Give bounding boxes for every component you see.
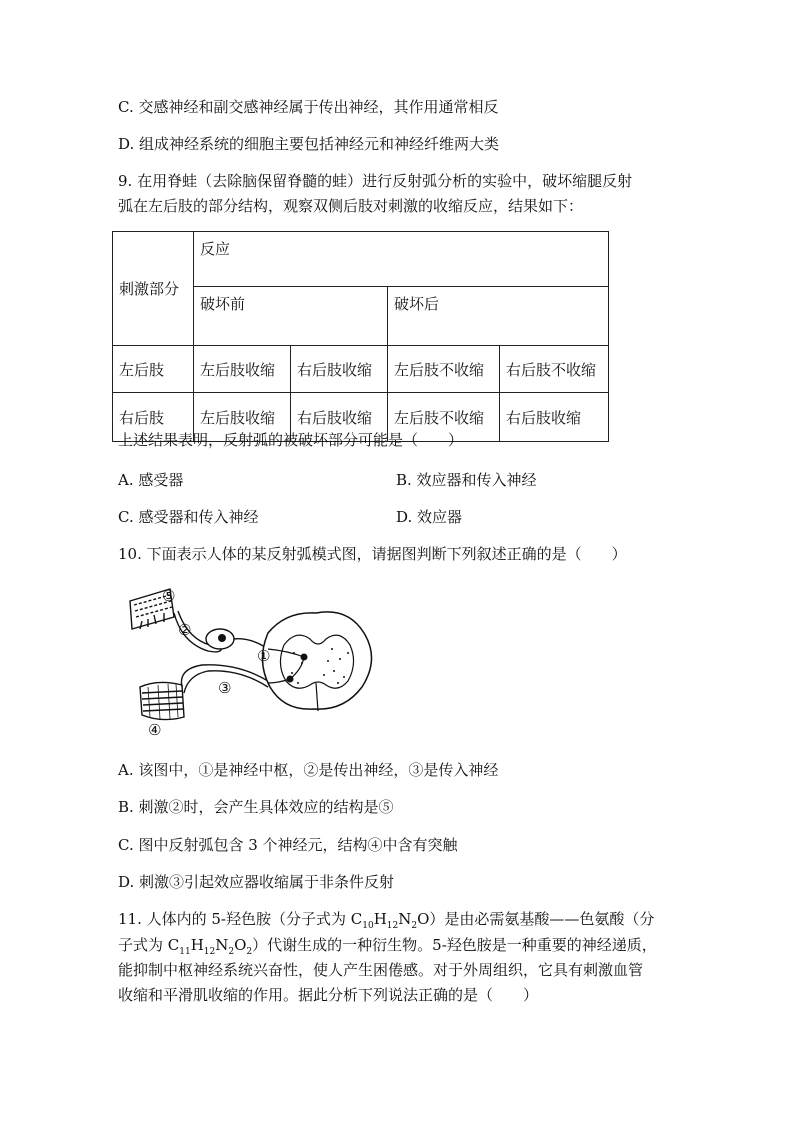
q9-option-b: B. 效应器和传入神经 (396, 471, 537, 489)
q9-stem-line1: 9. 在用脊蛙（去除脑保留脊髓的蛙）进行反射弧分析的实验中，破坏缩腿反射 (118, 172, 633, 190)
stim-header: 刺激部分 (113, 232, 194, 346)
label-4: ④ (148, 721, 162, 739)
table-cell: 左后肢不收缩 (388, 346, 500, 393)
table-cell: 左后肢不收缩 (388, 393, 500, 442)
q11-line1: 11. 人体内的 5-羟色胺（分子式为 $C_{10}H_{12}N_2O$）是由必需氨基酸——色氨酸（分 (118, 910, 655, 931)
label-2: ② (178, 621, 192, 639)
q11-line3: 能抑制中枢神经系统兴奋性，使人产生困倦感。对于外周组织，它具有刺激血管 (118, 961, 644, 979)
label-1: ① (257, 647, 271, 665)
q10-option-b: B. 刺激②时，会产生具体效应的结构是⑤ (118, 798, 394, 816)
before-header: 破坏前 (194, 287, 388, 346)
q10-option-d: D. 刺激③引起效应器收缩属于非条件反射 (118, 873, 395, 891)
q11-line4: 收缩和平滑肌收缩的作用。据此分析下列说法正确的是（ ） (118, 986, 539, 1004)
table-cell: 右后肢收缩 (291, 393, 388, 442)
table-row (113, 346, 609, 393)
effector-muscle-figure (140, 682, 184, 719)
label-3: ③ (218, 679, 232, 697)
q9-stem-line2: 弧在左后肢的部分结构，观察双侧后肢对刺激的收缩反应，结果如下： (118, 197, 584, 215)
spinal-cord-figure (262, 612, 371, 711)
table-cell: 左后肢收缩 (194, 346, 291, 393)
reflex-arc-diagram (118, 583, 418, 743)
q10-option-a: A. 该图中，①是神经中枢，②是传出神经，③是传入神经 (118, 761, 499, 779)
row-site: 右后肢 (113, 393, 194, 442)
q9-option-d: D. 效应器 (396, 508, 463, 526)
q9-conclusion: 上述结果表明，反射弧的被破坏部分可能是（ ） (118, 431, 464, 449)
label-5: ⑤ (162, 587, 176, 605)
q11-line2: 子式为 $C_{11}H_{12}N_2O_2$）代谢生成的一种衍生物。5-羟色胺是一种重要的神经递质， (118, 936, 657, 957)
table-cell: 右后肢收缩 (291, 346, 388, 393)
row-site: 左后肢 (113, 346, 194, 393)
table-cell: 左后肢收缩 (194, 393, 291, 442)
q9-option-a: A. 感受器 (118, 471, 184, 489)
table-cell: 右后肢不收缩 (500, 346, 609, 393)
after-header: 破坏后 (388, 287, 609, 346)
q10-stem: 10. 下面表示人体的某反射弧模式图，请据图判断下列叙述正确的是（ ） (118, 545, 627, 563)
q9-option-c: C. 感受器和传入神经 (118, 508, 259, 526)
table-cell: 右后肢收缩 (500, 393, 609, 442)
q9-results-table (112, 231, 609, 442)
response-header: 反应 (194, 232, 609, 287)
q8-option-d: D. 组成神经系统的细胞主要包括神经元和神经纤维两大类 (118, 135, 500, 153)
q8-option-c: C. 交感神经和副交感神经属于传出神经，其作用通常相反 (118, 98, 499, 116)
q10-option-c: C. 图中反射弧包含 3 个神经元，结构④中含有突触 (118, 836, 458, 854)
